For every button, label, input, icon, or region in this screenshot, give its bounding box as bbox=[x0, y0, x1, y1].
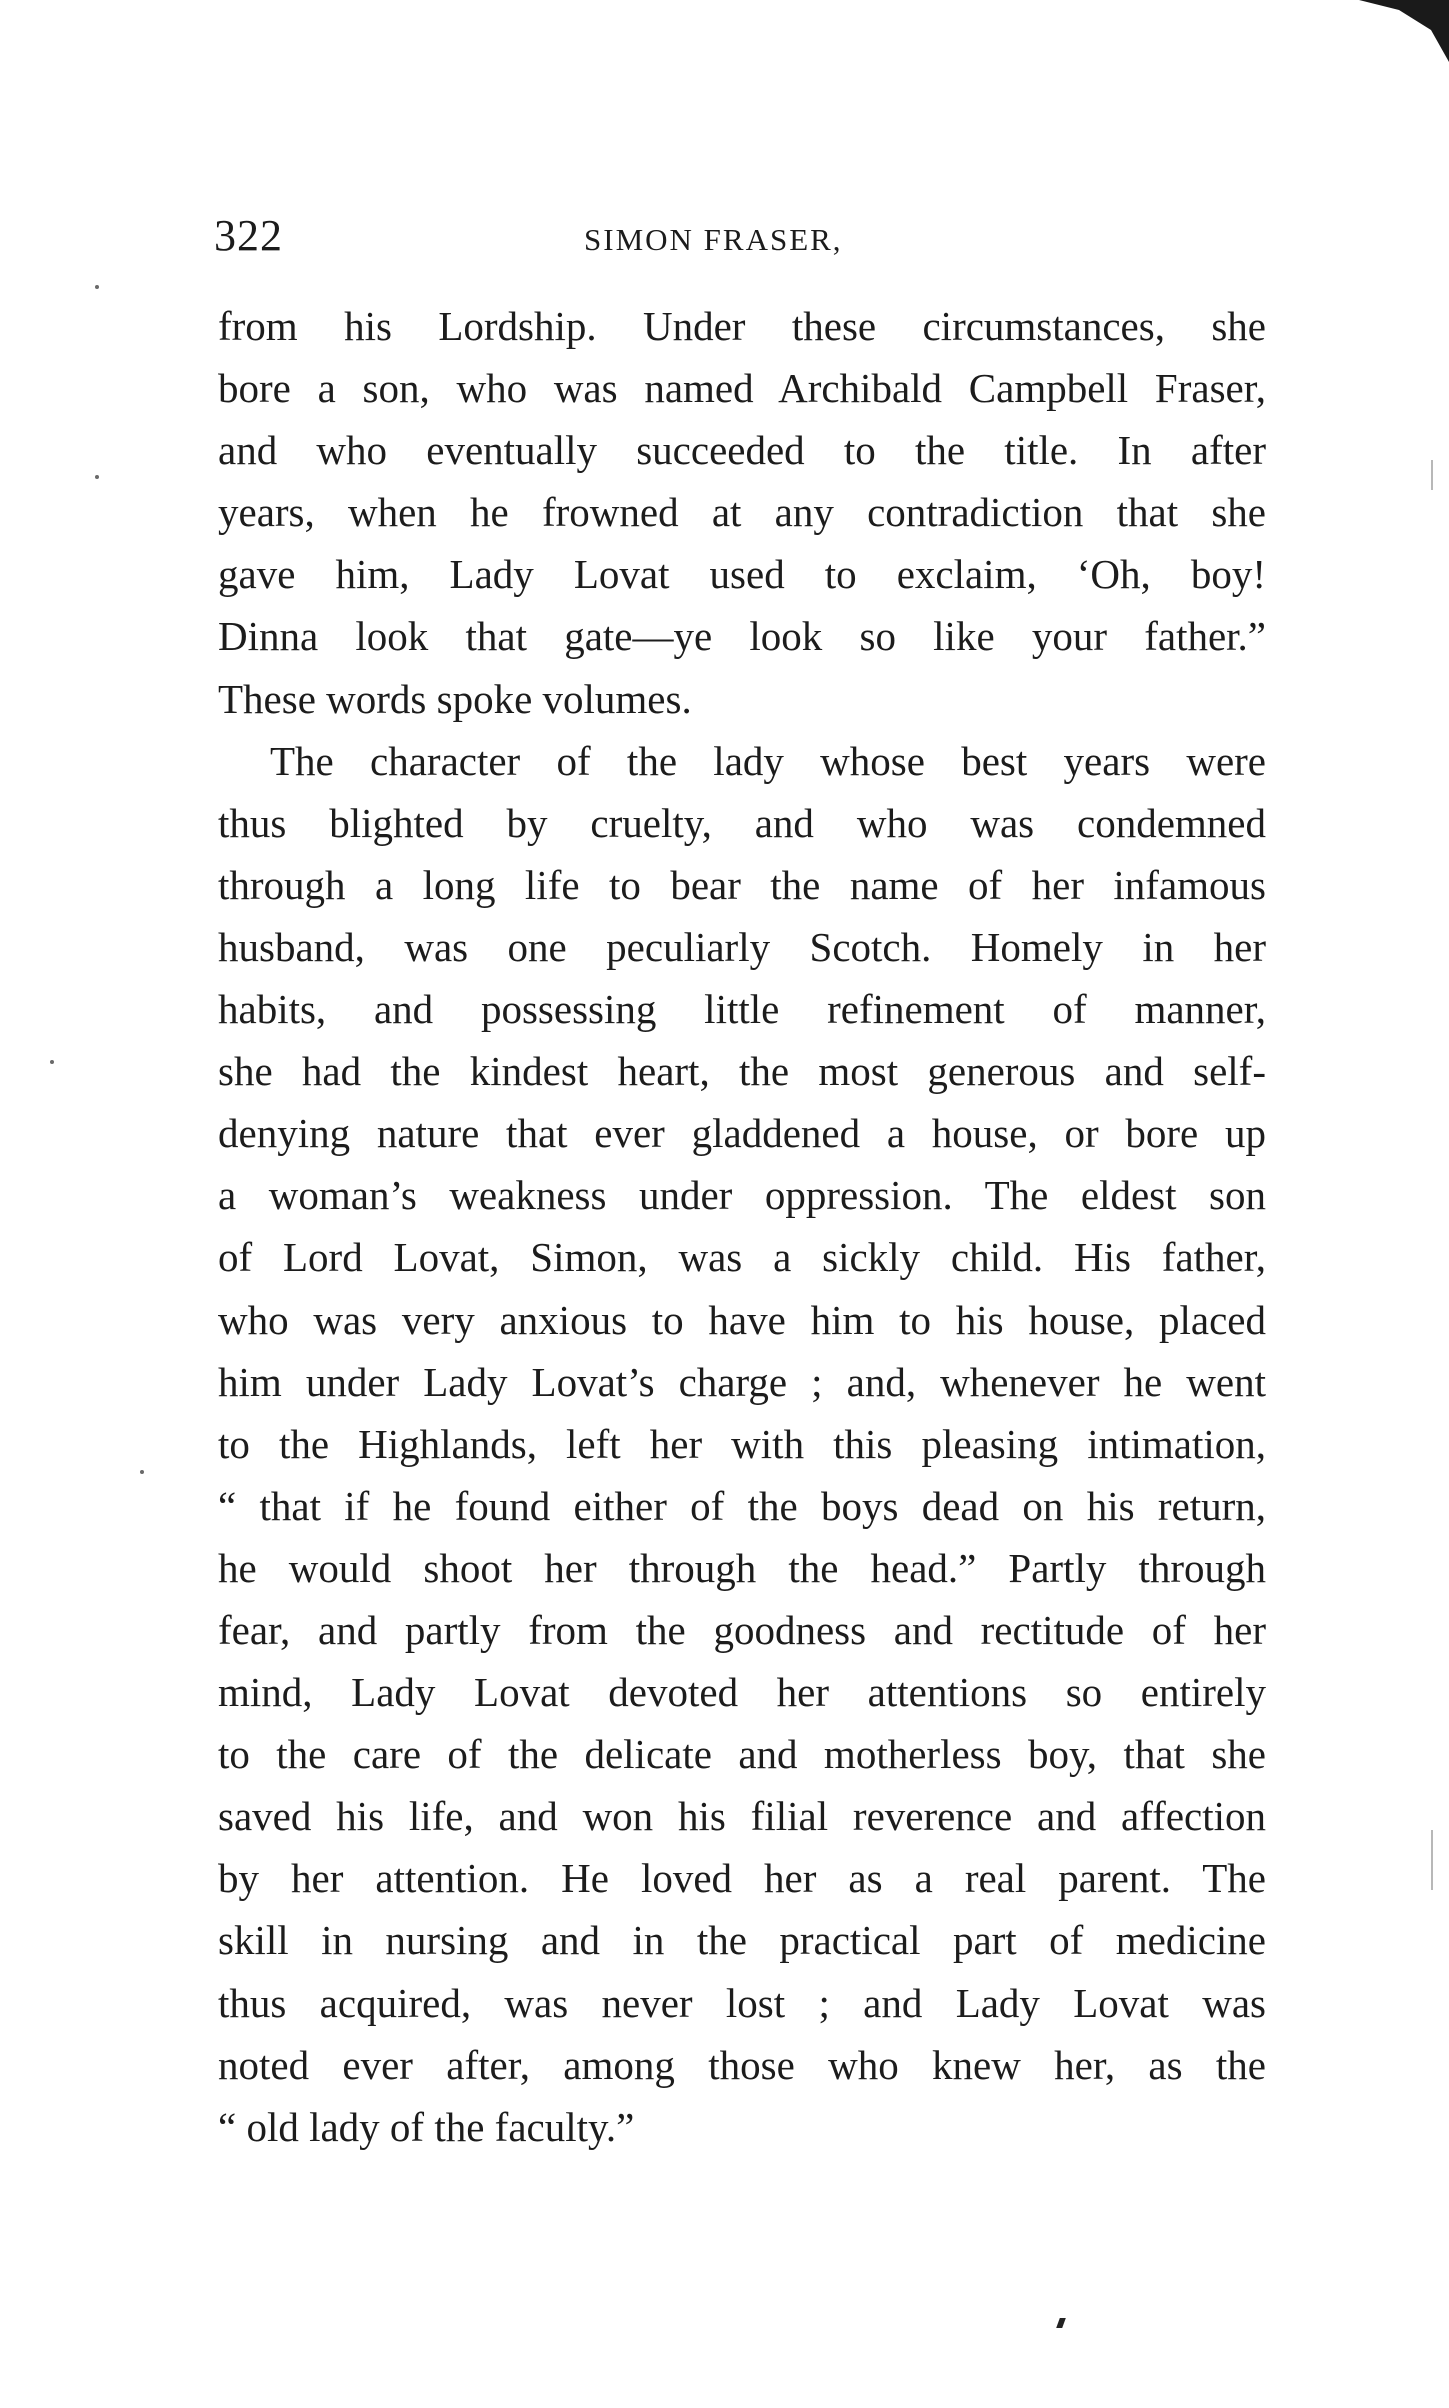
text-line: and who eventually succeeded to the title. In after bbox=[218, 427, 1266, 474]
text-line: “ that if he found either of the boys dead on his return, bbox=[218, 1482, 1266, 1529]
page-edge-line bbox=[1431, 1830, 1433, 1890]
text-line: by her attention. He loved her as a real parent. The bbox=[218, 1855, 1266, 1902]
text-line: noted ever after, among those who knew her, as the bbox=[218, 2041, 1266, 2088]
text-line: skill in nursing and in the practical part of medicine bbox=[218, 1917, 1266, 1964]
text-line: The character of the lady whose best years were bbox=[270, 737, 1266, 784]
paragraph bbox=[218, 730, 1266, 2158]
page-corner-shadow bbox=[1359, 0, 1449, 70]
text-line: Dinna look that gate—ye look so like your father.” bbox=[218, 613, 1266, 660]
page-edge-line bbox=[1431, 460, 1433, 490]
text-line: habits, and possessing little refinement of manner, bbox=[218, 986, 1266, 1033]
paragraph bbox=[218, 295, 1266, 730]
speck bbox=[140, 1470, 144, 1474]
text-line: him under Lady Lovat’s charge ; and, whenever he went bbox=[218, 1358, 1266, 1405]
text-line: denying nature that ever gladdened a house, or bore up bbox=[218, 1110, 1266, 1157]
speck bbox=[95, 285, 99, 289]
page-number: 322 bbox=[214, 211, 283, 260]
text-line: These words spoke volumes. bbox=[218, 675, 692, 722]
text-line: mind, Lady Lovat devoted her attentions so entirely bbox=[218, 1669, 1266, 1716]
text-line: a woman’s weakness under oppression. The eldest son bbox=[218, 1172, 1266, 1219]
speck bbox=[50, 1060, 54, 1064]
text-line: he would shoot her through the head.” Partly through bbox=[218, 1544, 1266, 1591]
text-line: bore a son, who was named Archibald Campbell Fraser, bbox=[218, 365, 1266, 412]
text-line: of Lord Lovat, Simon, was a sickly child. His father, bbox=[218, 1234, 1266, 1281]
speck bbox=[95, 475, 99, 479]
text-line: thus blighted by cruelty, and who was condemned bbox=[218, 799, 1266, 846]
printer-mark bbox=[1056, 2318, 1066, 2328]
text-line: to the Highlands, left her with this pleasing intimation, bbox=[218, 1420, 1266, 1467]
text-line: through a long life to bear the name of her infamous bbox=[218, 861, 1266, 908]
text-line: years, when he frowned at any contradiction that she bbox=[218, 489, 1266, 536]
text-line: “ old lady of the faculty.” bbox=[218, 2103, 635, 2150]
page-header bbox=[214, 200, 1274, 270]
text-line: husband, was one peculiarly Scotch. Homely in her bbox=[218, 923, 1266, 970]
text-line: from his Lordship. Under these circumstances, she bbox=[218, 303, 1266, 349]
running-head: SIMON FRASER, bbox=[584, 222, 843, 257]
text-line: thus acquired, was never lost ; and Lady Lovat was bbox=[218, 1979, 1266, 2026]
text-line: to the care of the delicate and motherless boy, that she bbox=[218, 1731, 1266, 1778]
text-line: saved his life, and won his filial reverence and affection bbox=[218, 1793, 1266, 1840]
text-line: she had the kindest heart, the most generous and self- bbox=[218, 1048, 1266, 1095]
text-line: who was very anxious to have him to his house, placed bbox=[218, 1296, 1266, 1343]
body-text bbox=[218, 295, 1266, 2158]
text-line: gave him, Lady Lovat used to exclaim, ‘Oh, boy! bbox=[218, 551, 1266, 598]
text-line: fear, and partly from the goodness and rectitude of her bbox=[218, 1606, 1266, 1653]
